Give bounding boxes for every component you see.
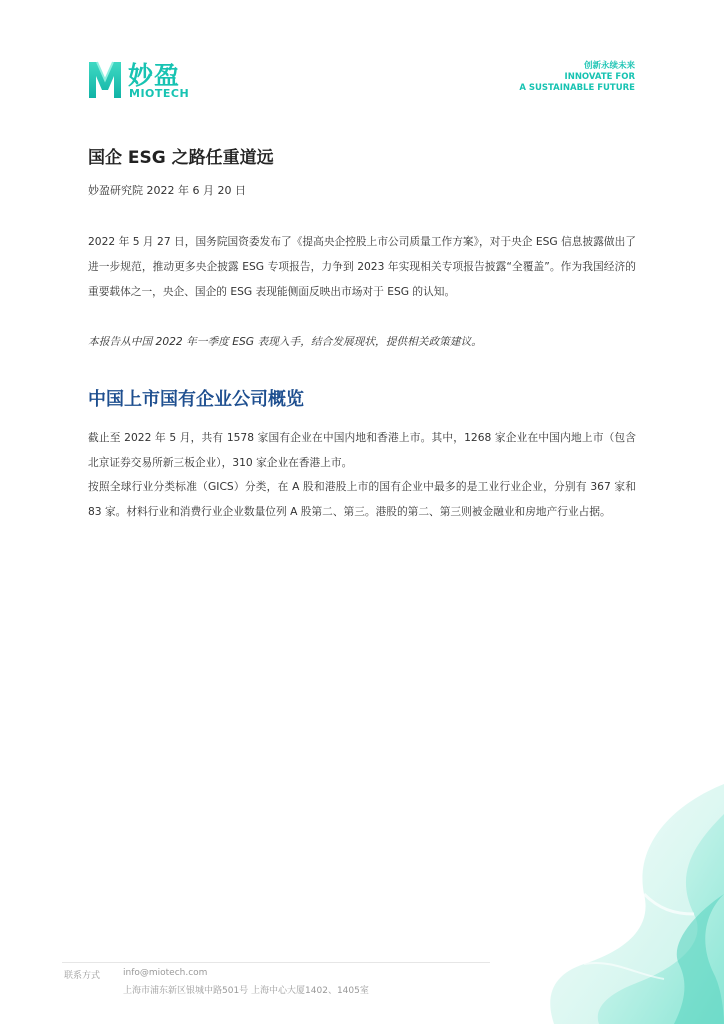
slogan-line-cn: 创新永续未来 xyxy=(583,61,635,71)
footer-divider xyxy=(62,962,490,963)
footer-address: 上海市浦东新区银城中路501号 上海中心大厦1402、1405室 xyxy=(123,986,369,996)
section-title: 中国上市国有企业公司概览 xyxy=(88,389,304,410)
document-byline: 妙盈研究院 2022 年 6 月 20 日 xyxy=(88,184,246,197)
intro-paragraph: 2022 年 5 月 27 日，国务院国资委发布了《提高央企控股上市公司质量工作方案》，对于央企 ESG 信息披露做出了进一步规范，推动更多央企披露 ESG 专项报告，力争到 2023 年实现相关专项报告披露“全覆盖”。作为我国经济的重要载体之一，央企、国企的 ESG 表现能侧面反映出市场对于 ESG 的认知。 xyxy=(88,235,636,298)
section-paragraph-2: 按照全球行业分类标准（GICS）分类，在 A 股和港股上市的国有企业中最多的是工业行业企业，分别有 367 家和 83 家。材料行业和消费行业企业数量位列 A 股第二、第三。港股的第二、第三则被金融业和房地产行业占据。 xyxy=(88,480,636,518)
miotech-logo-icon xyxy=(86,58,124,100)
footer-email-link[interactable]: info@miotech.com xyxy=(123,968,208,978)
section-paragraph-1: 截止至 2022 年 5 月，共有 1578 家国有企业在中国内地和香港上市。其中，1268 家企业在中国内地上市（包含北京证券交易所新三板企业），310 家企业在香港上市。 xyxy=(88,431,636,469)
slogan-line-1: INNOVATE FOR xyxy=(564,72,635,82)
brand-name-en: MIOTECH xyxy=(129,87,190,100)
intro-italic-paragraph: 本报告从中国 2022 年一季度 ESG 表现入手，结合发展现状，提供相关政策建议。 xyxy=(88,335,482,348)
document-title: 国企 ESG 之路任重道远 xyxy=(88,148,274,168)
slogan-line-2: A SUSTAINABLE FUTURE xyxy=(519,83,635,93)
footer-contact-label: 联系方式 xyxy=(64,971,101,981)
brand-slogan xyxy=(519,61,635,94)
brand-name-cn: 妙盈 xyxy=(128,61,181,90)
decorative-wave-graphic xyxy=(524,784,724,1024)
